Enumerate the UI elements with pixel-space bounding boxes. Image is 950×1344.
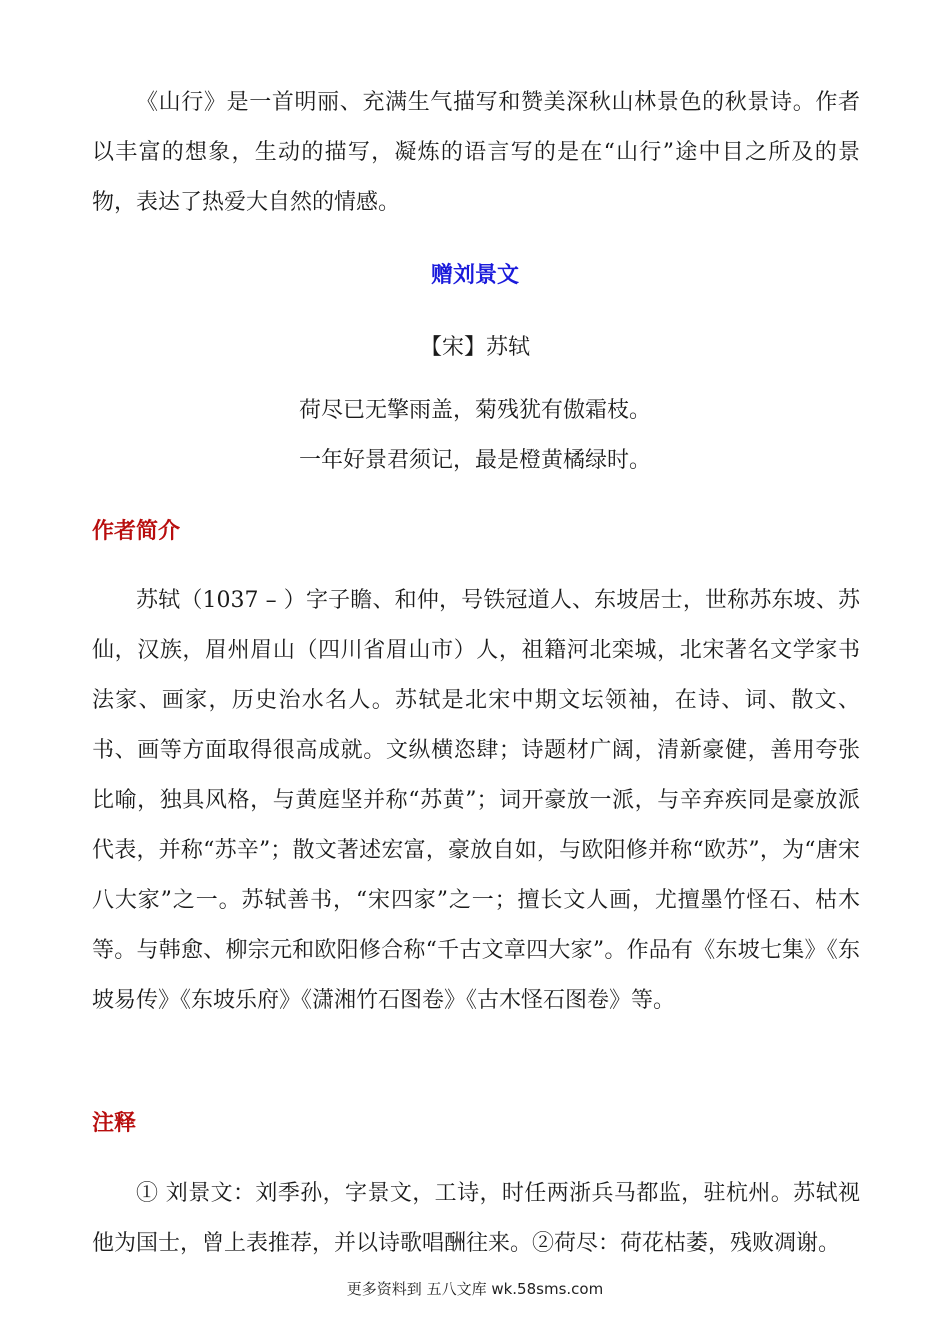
footer-source-link[interactable]: 更多资料到 五八文库 wk.58sms.com	[346, 1280, 604, 1298]
poem-line-1: 荷尽已无擎雨盖，菊残犹有傲霜枝。	[298, 398, 651, 423]
poem-author: 【宋】苏轼	[419, 335, 530, 360]
notes-section-heading: 注释	[92, 1111, 137, 1136]
intro-paragraph: 《山行》是一首明丽、充满生气描写和赞美深秋山林景色的秋景诗。作者以丰富的想象，生动的描写，凝炼的语言写的是在“山行”途中目之所及的景物，表达了热爱大自然的情感。	[92, 90, 860, 215]
poem-line-2: 一年好景君须记，最是橙黄橘绿时。	[298, 448, 651, 473]
notes-paragraph: ① 刘景文：刘季孙，字景文，工诗，时任两浙兵马都监，驻杭州。苏轼视他为国士，曾上表推荐，并以诗歌唱酬往来。②荷尽：荷花枯萎，残败凋谢。	[92, 1181, 860, 1256]
author-section-heading: 作者简介	[92, 519, 181, 544]
author-bio-paragraph: 苏轼（1037 – ）字子瞻、和仲，号铁冠道人、东坡居士，世称苏东坡、苏仙，汉族，眉州眉山（四川省眉山市）人，祖籍河北栾城，北宋著名文学家书法家、画家，历史治水名人。苏轼是北宋中期文坛领袖，在诗、词、散文、书、画等方面取得很高成就。文纵横恣肆；诗题材广阔，清新豪健，善用夸张比喻，独具风格，与黄庭坚并称“苏黄”；词开豪放一派，与辛弃疾同是豪放派代表，并称“苏辛”；散文著述宏富，豪放自如，与欧阳修并称“欧苏”，为“唐宋八大家”之一。苏轼善书，“宋四家”之一；擅长文人画，尤擅墨竹怪石、枯木等。与韩愈、柳宗元和欧阳修合称“千古文章四大家”。作品有《东坡七集》《东坡易传》《东坡乐府》《潇湘竹石图卷》《古木怪石图卷》等。	[92, 588, 860, 1013]
poem-title: 赠刘景文	[430, 263, 519, 288]
